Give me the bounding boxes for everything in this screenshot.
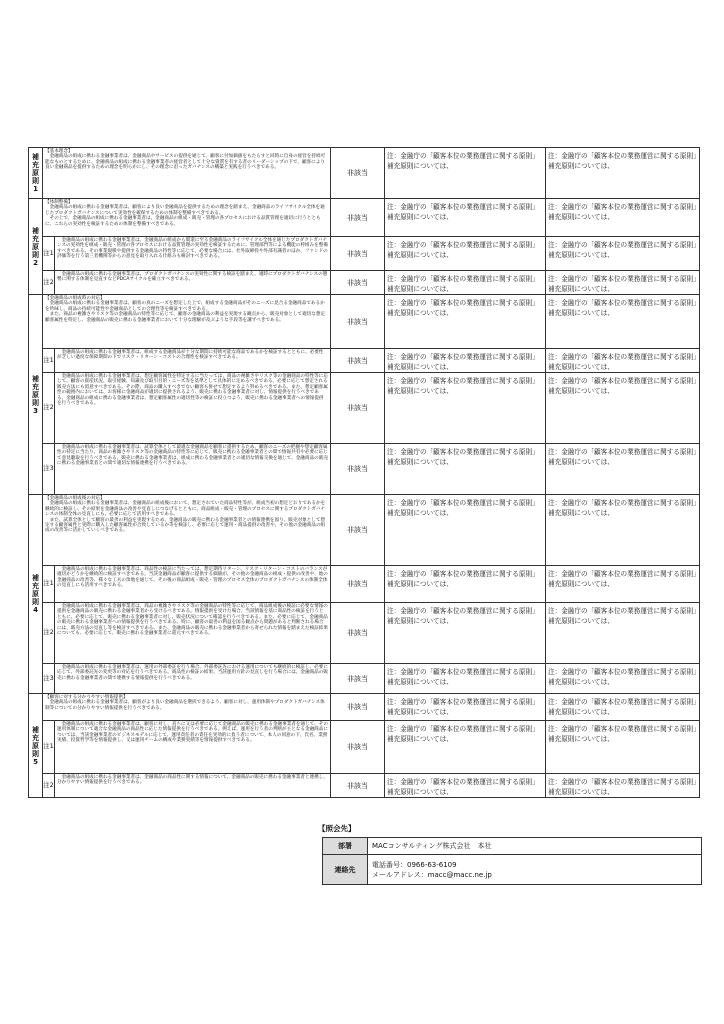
note-cell-status xyxy=(546,199,700,237)
sub-label: 注1 xyxy=(43,566,55,603)
judgement-cell: 非該当 xyxy=(331,148,385,199)
judgement-cell: 非該当 xyxy=(331,349,385,373)
principle-row xyxy=(29,148,700,199)
judgement-cell: 非該当 xyxy=(331,495,385,566)
note-text: 注：金融庁の「顧客本位の業務運営に関する原則」補充原則については、 xyxy=(387,275,539,293)
principle-text: 金融商品の組成に携わる金融事業者は、金融商品の組成から償還に至る金融商品のライフサイクル全体を通じたプロダクトガバナンスの実効性を組成・販売・管理の各プロセスにおける品質管理の実効性を検証するために、管理部門等による機能の枠組みを整備すべきである。その事業規模や提供する金融商品の特性等に応じて、必要な場合には、社外取締役や外部有識者のほか、ファンドの評価等を行う第三者機関等からの意見を取り入れる仕組みも検討すべきである。 xyxy=(55,237,331,271)
note-text: 注：金融庁の「顧客本位の業務運営に関する原則」補充原則については、 xyxy=(548,778,697,796)
note-text: 注：金融庁の「顧客本位の業務運営に関する原則」補充原則については、 xyxy=(548,275,697,293)
judgement-cell: 非該当 xyxy=(331,199,385,237)
judgement-cell: 非該当 xyxy=(331,721,385,774)
principle-text: 金融商品の組成に携わる金融事業者は、商品の複雑さやリスク等の金融商品の特性等に応じて、商品組成後の検証に必要な情報の提供を金融商品の販売に携わる金融事業者から受けるべきである。情報提供を受けた場合、当該情報を基に商品性の検証を行うとともに、必要に応じて、販売に携わる金融事業者に対し、販売状況について確認を行うべきである。また、必要に応じて、金融商品の販売に携わる金融事業者への情報提供を行うべきである。特に、顧客の最善の利益を図る観点から問題があると判断される場合には、販売方法の見直し等を検討すべきである。また、金融商品の販売に携わる金融事業者から寄せられた情報を踏まえた検証結果についても、必要に応じて、販売に携わる金融事業者に還元すべきである。 xyxy=(55,603,331,664)
sub-label: 注2 xyxy=(43,774,55,798)
note-cell-status xyxy=(546,694,700,721)
note-cell-policy xyxy=(385,721,546,774)
principle-text: 金融商品の組成に携わる金融事業者は、試算全体として最適な金融商品を顧客に提供するため、顧客のニーズの把握や想定顧客属性の特定に当たり、商品の複雑さやリスク等の金融商品の特性等に応じて、販売に携わる金融事業者との間で情報共有や必要に応じて意見聴取を行うべきである。販売に携わる金融事業者は、組成に携わる金融事業者との適切な情報交換を通じて、金融商品の販売に携わる金融事業者との間で適切な情報連携を行うべきである。 xyxy=(55,444,331,495)
note-text: 注：金融庁の「顧客本位の業務運営に関する原則」補充原則については、 xyxy=(387,152,539,170)
group-label-text: 補充原則4 xyxy=(32,574,39,614)
principle-text: 【金融商品の組成後の対応】 金融商品の組成に携わる金融事業者は、金融商品の組成後において、想定されていた商品特性等が、組成当初の想定どおりであるかを継続的に検証し、その結果を金融商品の改善や見直しにつなげるとともに、商品組成・販売・管理のプロセスに関するプロダクトガバナンスの体制全体の見直しにも、必要に応じて活用すべきである。 また、試算全体として顧客の最善の利益を実現するため、金融商品の販売に携わる金融事業者との情報連携を図り、販売対象として想定する顧客属性と実際に購入した顧客属性が合致しているか等を検証し、必要に応じて運用・商品提供の改善や、その他の金融商品の組成の改善等に活かしていくべきである。 xyxy=(43,495,331,566)
principle-text: 金融商品の組成に携わる金融事業者は、プロダクトガバナンスの実効性に関する検証を踏まえ、適時にプロダクトガバナンスの態勢に関する体制を見直すなどPDCAサイクルを確立すべきである。 xyxy=(55,271,331,295)
note-cell-policy xyxy=(385,373,546,444)
note-text: 注：金融庁の「顧客本位の業務運営に関する原則」補充原則については、 xyxy=(548,499,697,517)
note-cell-status xyxy=(546,664,700,694)
principle-text: 金融商品の組成に携わる金融事業者は、金融商品の商品性に関する情報について、金融商品の販売に携わる金融事業者と連携し、分かりやすい情報提供を行うべきである。 xyxy=(55,774,331,798)
sub-label: 注2 xyxy=(43,271,55,295)
principle-row xyxy=(29,373,700,444)
note-cell-policy xyxy=(385,237,546,271)
judgement-cell: 非該当 xyxy=(331,295,385,349)
judgement-cell: 非該当 xyxy=(331,664,385,694)
phone-number: 電話番号：0966-63-6109 xyxy=(372,860,457,869)
note-cell-status xyxy=(546,148,700,199)
note-text: 注：金融庁の「顧客本位の業務運営に関する原則」補充原則については、 xyxy=(548,241,697,259)
note-cell-status xyxy=(546,495,700,566)
note-text: 注：金融庁の「顧客本位の業務運営に関する原則」補充原則については、 xyxy=(548,377,697,395)
sub-label: 注1 xyxy=(43,237,55,271)
principle-row xyxy=(29,495,700,566)
dept-value: MACコンサルティング株式会社 本社 xyxy=(368,838,702,855)
principle-row xyxy=(29,444,700,495)
note-cell-status xyxy=(546,271,700,295)
group-label xyxy=(29,295,43,495)
note-text: 注：金融庁の「顧客本位の業務運営に関する原則」補充原則については、 xyxy=(548,299,697,317)
principle-row xyxy=(29,566,700,603)
principle-row xyxy=(29,349,700,373)
note-text: 注：金融庁の「顧客本位の業務運営に関する原則」補充原則については、 xyxy=(548,152,697,170)
note-text: 注：金融庁の「顧客本位の業務運営に関する原則」補充原則については、 xyxy=(548,203,697,221)
principle-text: 【金融商品の組成時の対応】 金融商品の組成に携わる金融事業者は、顧客の真のニーズを想定した上で、組成する金融商品がそのニーズに見合る金融商品であるかを吟味し、商品の持続可能性や金融商品としての合理性等を検証すべきである。 また、商品の複雑さやリスク等の金融商品の特性等に応じて、顧客の金融商品の利益を実現する観点から、販売対象として適切な想定顧客属性を特定し、金融商品の販売に携わる金融事業者において十分な理解が及ぶような手段等を講ずべきである。 xyxy=(43,295,331,349)
note-text: 注：金融庁の「顧客本位の業務運営に関する原則」補充原則については、 xyxy=(387,607,539,625)
note-text: 注：金融庁の「顧客本位の業務運営に関する原則」補充原則については、 xyxy=(387,570,539,588)
group-label-text: 補充原則1 xyxy=(32,153,39,193)
principle-text: 金融商品の組成に携わる金融事業者は、顧客に対し、直ちに又は必要に応じて金融商品の販売に携わる金融事業者を通じて、その運用体制について適合な金融商品の商品性に応じた情報提供を行うべきである。例えば、運用を行う者の判断が主となる金融商品については、当該金融事業者のビジネスモデルに応じて、運用責任者の責任を実効的に負う者について、本人の同意の下、氏名、業務実績、投資哲学等を情報提供し、又は運用チームの構成や業務実績等を情報提供すべきである。 xyxy=(55,721,331,774)
principle-text: 金融商品の組成に携わる金融事業者は、想定顧客属性を特定するに当たっては、商品の複雑さやリスク等の金融商品の特性等に応じて、顧客の資産状況、取引経験、知識及び取引目的・ニーズ等を基準として具体的に定めるべきである。必要に応じて想定される販売方法にも留意すべきである。その際、商品の購入すべきでない顧客も併せて想定するよう努めるべきである。また、想定顧客属性の範囲内においては、お客様に金融商品が適切に提供されるよう、販売に携わる金融事業者に対し、情報提供を行うべきである。金融商品の組成に携わる金融事業者は、想定顧客属性の適切性等の検証に役立つよう、販売に携わる金融事業者への情報提供を行うべきである。 xyxy=(55,373,331,444)
judgement-cell: 非該当 xyxy=(331,694,385,721)
sub-label: 注1 xyxy=(43,721,55,774)
principle-text: 金融商品の組成に携わる金融事業者は、組成する金融商品が十分な期間に持続可能な商品であるかを検証するとともに、必要性が乏しい過度な保障期間の下でリスク・リターン・コストの合理性を検証すべきである。 xyxy=(55,349,331,373)
note-text: 注：金融庁の「顧客本位の業務運営に関する原則」補充原則については、 xyxy=(387,203,539,221)
note-text: 注：金融庁の「顧客本位の業務運営に関する原則」補充原則については、 xyxy=(387,698,539,716)
principle-text: 【顧客に対する分かりやすい情報提供】 金融商品の組成に携わる金融事業者は、顧客がより良い金融商品を選択できるよう、顧客に対し、運用体制やプロダクトガバナンス体制等についての分かりやすい情報提供を行うべきである。 xyxy=(43,694,331,721)
group-label xyxy=(29,495,43,694)
note-cell-policy xyxy=(385,495,546,566)
dept-label: 部署 xyxy=(323,838,368,855)
note-text: 注：金融庁の「顧客本位の業務運営に関する原則」補充原則については、 xyxy=(387,448,539,466)
principle-row xyxy=(29,603,700,664)
note-cell-status xyxy=(546,349,700,373)
judgement-cell: 非該当 xyxy=(331,271,385,295)
note-cell-policy xyxy=(385,444,546,495)
note-text: 注：金融庁の「顧客本位の業務運営に関する原則」補充原則については、 xyxy=(548,668,697,686)
group-label-text: 補充原則3 xyxy=(32,374,39,415)
note-text: 注：金融庁の「顧客本位の業務運営に関する原則」補充原則については、 xyxy=(548,725,697,743)
note-text: 注：金融庁の「顧客本位の業務運営に関する原則」補充原則については、 xyxy=(387,299,539,317)
note-cell-status xyxy=(546,721,700,774)
group-label xyxy=(29,148,43,199)
note-text: 注：金融庁の「顧客本位の業務運営に関する原則」補充原則については、 xyxy=(548,570,697,588)
principle-text: 【体制整備】 金融商品の組成に携わる金融事業者は、顧客により良い金融商品を提供するための理念を踏まえ、金融商品のライフサイクル全体を通じたプロダクトガバナンスについて実効性を確保するための体制を整備すべきである。 その上で、金融商品の組成に携わる金融事業者は、金融商品の組成・販売・管理の各プロセスにおける品質管理を適切に行うとともに、これらの実効性を検証するための体制を整備すべきである。 xyxy=(43,199,331,237)
note-cell-status xyxy=(546,373,700,444)
note-cell-policy xyxy=(385,349,546,373)
principle-text: 金融商品の組成に携わる金融事業者は、運用の外部委託を行う場合、外部委託先における運用についても継続的に検証し、必要に応じて、外部委託先の変更等の対応を行うべきである。商品性の検証の結果、当該運用方針の見直しを行う場合には、金融商品の販売に携わる金融事業者の間で連携する情報提供を行うべきである。 xyxy=(55,664,331,694)
note-cell-status xyxy=(546,295,700,349)
principle-row xyxy=(29,199,700,237)
group-label xyxy=(29,199,43,295)
note-cell-policy xyxy=(385,199,546,237)
contact-section xyxy=(318,823,702,885)
note-text: 注：金融庁の「顧客本位の業務運営に関する原則」補充原則については、 xyxy=(387,377,539,395)
note-text: 注：金融庁の「顧客本位の業務運営に関する原則」補充原則については、 xyxy=(387,353,539,371)
group-label xyxy=(29,694,43,798)
contact-table xyxy=(322,837,702,885)
note-cell-status xyxy=(546,774,700,798)
judgement-cell: 非該当 xyxy=(331,774,385,798)
principle-row xyxy=(29,694,700,721)
note-text: 注：金融庁の「顧客本位の業務運営に関する原則」補充原則については、 xyxy=(548,698,697,716)
principle-row xyxy=(29,295,700,349)
note-cell-policy xyxy=(385,148,546,199)
note-text: 注：金融庁の「顧客本位の業務運営に関する原則」補充原則については、 xyxy=(548,448,697,466)
sub-label: 注2 xyxy=(43,603,55,664)
note-cell-policy xyxy=(385,271,546,295)
note-cell-policy xyxy=(385,664,546,694)
sub-label: 注3 xyxy=(43,444,55,495)
judgement-cell: 非該当 xyxy=(331,603,385,664)
note-cell-status xyxy=(546,237,700,271)
note-cell-policy xyxy=(385,774,546,798)
group-label-text: 補充原則5 xyxy=(32,725,39,766)
principles-table xyxy=(28,147,700,798)
note-cell-policy xyxy=(385,694,546,721)
note-cell-status xyxy=(546,444,700,495)
principle-row xyxy=(29,721,700,774)
note-cell-policy xyxy=(385,603,546,664)
principle-row xyxy=(29,271,700,295)
note-text: 注：金融庁の「顧客本位の業務運営に関する原則」補充原則については、 xyxy=(387,668,539,686)
sub-label: 注2 xyxy=(43,373,55,444)
note-text: 注：金融庁の「顧客本位の業務運営に関する原則」補充原則については、 xyxy=(548,353,697,371)
principles-table-container xyxy=(28,147,699,798)
note-text: 注：金融庁の「顧客本位の業務運営に関する原則」補充原則については、 xyxy=(387,241,539,259)
note-cell-policy xyxy=(385,295,546,349)
contact-label: 連絡先 xyxy=(323,855,368,885)
note-text: 注：金融庁の「顧客本位の業務運営に関する原則」補充原則については、 xyxy=(548,607,697,625)
note-cell-status xyxy=(546,566,700,603)
sub-label: 注1 xyxy=(43,349,55,373)
note-cell-policy xyxy=(385,566,546,603)
contact-title: 【照会先】 xyxy=(318,824,356,833)
principle-row xyxy=(29,774,700,798)
note-text: 注：金融庁の「顧客本位の業務運営に関する原則」補充原則については、 xyxy=(387,499,539,517)
judgement-cell: 非該当 xyxy=(331,237,385,271)
group-label-text: 補充原則2 xyxy=(32,226,39,267)
judgement-cell: 非該当 xyxy=(331,373,385,444)
sub-label: 注3 xyxy=(43,664,55,694)
email-address: メールアドレス：macc@macc.ne.jp xyxy=(372,870,492,879)
principle-text: 【基本理念】 金融商品の組成に携わる金融事業者は、金融商品やサービスの提供を通じて、顧客に付加価値をもたらすと同時に自身の経営を持続可能なものとするために、金融商品の組成に携わる金融事業者の経営者として十分な資質を有する者のリーダーシップの下で、顧客により良い金融商品を提供するための理念を明らかにし、その理念に沿ったガバナンスの構築と実践を行うべきである。 xyxy=(43,148,331,199)
principle-row xyxy=(29,664,700,694)
judgement-cell: 非該当 xyxy=(331,444,385,495)
note-text: 注：金融庁の「顧客本位の業務運営に関する原則」補充原則については、 xyxy=(387,725,539,743)
note-cell-status xyxy=(546,603,700,664)
principle-text: 金融商品の組成に携わる金融事業者は、商品性の検証に当たっては、想定期待リターン、リスク・リターン・コストのバランスが適切かどうかを継続的に検証すべきである。当該金融商品が顧客に提供する価値が、その他の金融商品の組成・提供の改善や、他の金融商品の改善等、様々な工夫の余地を通じて、その後の商品組成・販売・管理のプロセス全体のプロダクトガバナンスの体制全体の見直しにも活用すべきである。 xyxy=(55,566,331,603)
principle-row xyxy=(29,237,700,271)
note-text: 注：金融庁の「顧客本位の業務運営に関する原則」補充原則については、 xyxy=(387,778,539,796)
judgement-cell: 非該当 xyxy=(331,566,385,603)
contact-value xyxy=(368,855,702,885)
